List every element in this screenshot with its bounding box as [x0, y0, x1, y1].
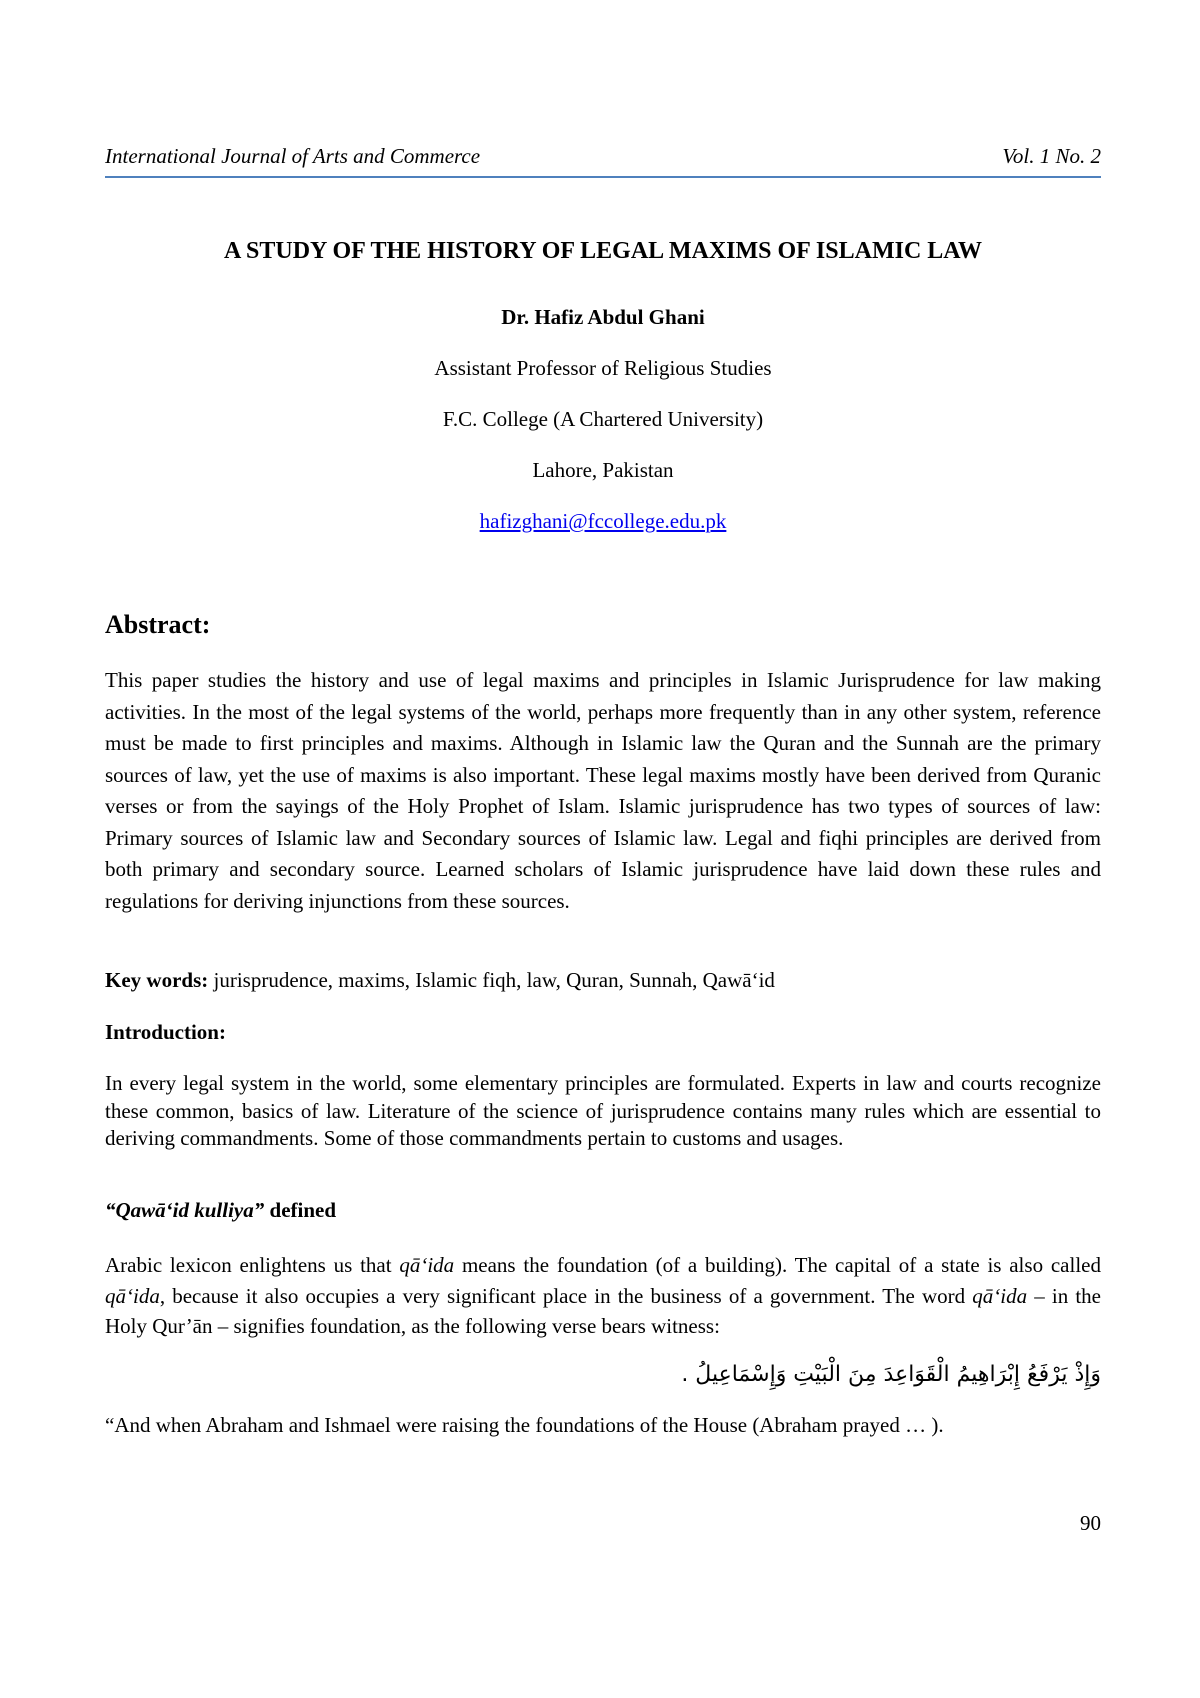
- arabic-verse: وَإِذْ يَرْفَعُ إِبْرَاهِيمُ الْقَوَاعِدَ مِنَ الْبَيْتِ وَإِسْمَاعِيلُ .: [681, 1362, 1101, 1387]
- volume-issue: Vol. 1 No. 2: [1002, 144, 1101, 168]
- qaida-term-1: qā‘ida: [399, 1253, 455, 1277]
- keywords-label: Key words:: [105, 968, 209, 992]
- verse-translation: “And when Abraham and Ishmael were raising the foundations of the House (Abraham prayed … ).: [105, 1413, 944, 1437]
- author-location: Lahore, Pakistan: [532, 458, 674, 482]
- qaida-term-2: qā‘ida: [105, 1283, 160, 1308]
- introduction-heading: Introduction:: [105, 1020, 226, 1044]
- abstract-body: This paper studies the history and use of legal maxims and principles in Islamic Jurisprudence for law making activities. In the most of the legal systems of the world, perhaps more frequently than in any other system, reference must be made to first principles and maxims. Although in Islamic law the Quran and the Sunnah are the primary sources of law, yet the use of maxims is also important. These legal maxims mostly have been derived from Quranic verses or from the sayings of the Holy Prophet of Islam. Islamic jurisprudence has two types of sources of law: Primary sources of Islamic law and Secondary sources of Islamic law. Legal and fiqhi principles are derived from both primary and secondary source. Learned scholars of Islamic jurisprudence have laid down these rules and regulations for deriving injunctions from these sources.: [105, 668, 1101, 913]
- journal-name: International Journal of Arts and Commerce: [105, 144, 481, 168]
- qaida-term-3: qā‘ida: [972, 1283, 1028, 1308]
- author-institution: F.C. College (A Chartered University): [442, 407, 764, 431]
- lexicon-text-1: Arabic lexicon enlightens us that: [105, 1253, 400, 1277]
- author-email-link[interactable]: hafizghani@fccollege.edu.pk: [479, 509, 727, 533]
- qawaid-defined-heading: [105, 1198, 336, 1223]
- qawaid-term: “Qawā‘id kulliya”: [105, 1198, 265, 1222]
- lexicon-paragraph: [105, 1250, 1101, 1342]
- introduction-body: In every legal system in the world, some elementary principles are formulated. Experts in law and courts recognize these common, basics of law. Literature of the science of jurisprudence contains many rules which are essential to deriving commandments. Some of those commandments pertain to customs and usages.: [105, 1071, 1101, 1150]
- lexicon-text-3: , because it also occupies a very significant place in the business of a government. The word: [159, 1283, 973, 1308]
- lexicon-text-4: – in the Holy Qur’ān – signifies foundation, as the following verse bears witness:: [105, 1283, 1101, 1338]
- paper-title: A STUDY OF THE HISTORY OF LEGAL MAXIMS OF ISLAMIC LAW: [224, 238, 982, 264]
- defined-word: defined: [264, 1198, 337, 1222]
- keywords-text: jurisprudence, maxims, Islamic fiqh, law, Quran, Sunnah, Qawā‘id: [208, 968, 775, 992]
- abstract-heading: Abstract:: [105, 610, 211, 639]
- keywords-line: [105, 968, 1101, 993]
- lexicon-text-2: means the foundation (of a building). The capital of a state is also called: [454, 1253, 1101, 1277]
- author-email-line: [105, 509, 1101, 534]
- author-name: Dr. Hafiz Abdul Ghani: [501, 305, 705, 329]
- running-header: [105, 144, 1101, 178]
- author-position: Assistant Professor of Religious Studies: [434, 356, 772, 380]
- page-number: 90: [1080, 1511, 1101, 1535]
